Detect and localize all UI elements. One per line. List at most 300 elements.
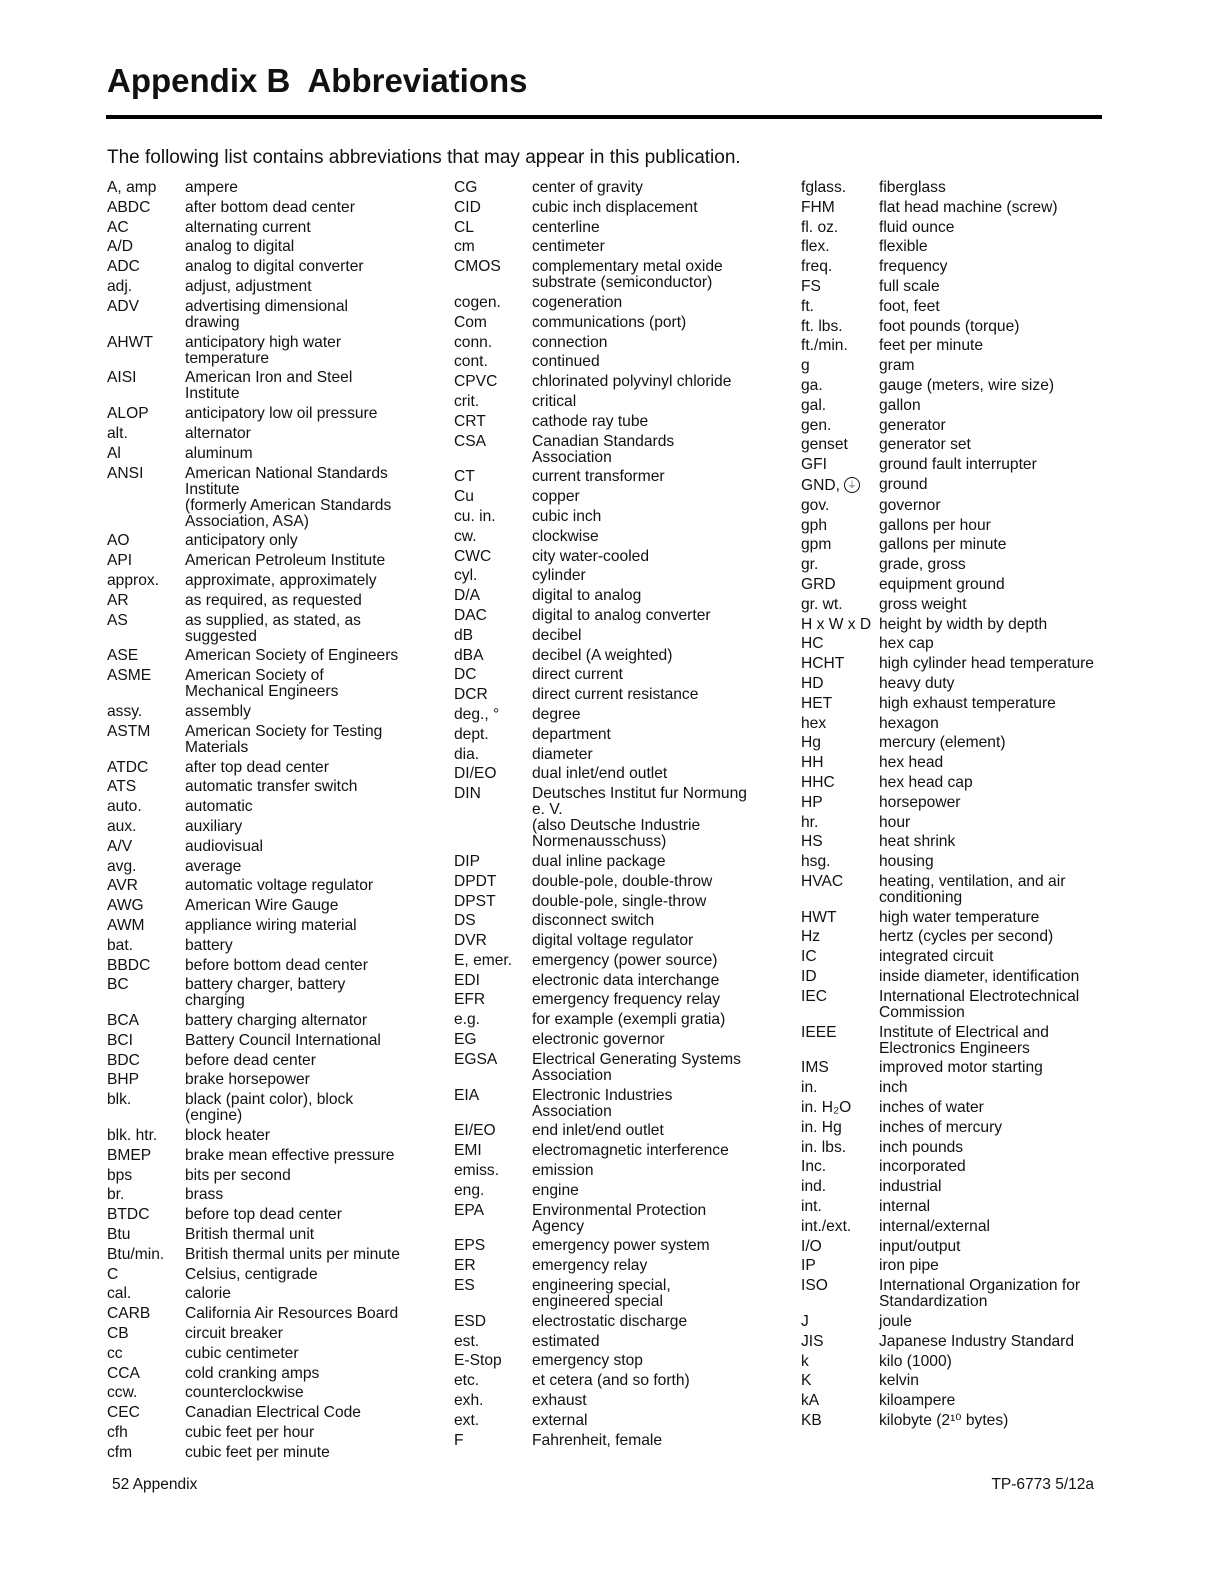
abbreviation-term: CG: [454, 179, 478, 196]
abbreviation-entry: [454, 667, 754, 683]
abbreviation-definition: battery charging alternator: [185, 1012, 368, 1030]
abbreviation-entry: [801, 676, 1101, 692]
abbreviation-definition: block heater: [185, 1127, 270, 1145]
abbreviation-term: HD: [801, 674, 824, 692]
abbreviation-definition: American Society of Engineers: [185, 647, 399, 665]
abbreviation-definition: analog to digital converter: [185, 258, 364, 276]
abbreviation-term: EMI: [454, 1142, 482, 1160]
abbreviation-definition: gallons per hour: [879, 516, 991, 534]
abbreviation-term: cw.: [454, 527, 477, 545]
abbreviation-term: IEEE: [801, 1023, 837, 1041]
abbreviation-term: ER: [454, 1257, 476, 1275]
abbreviation-entry: [107, 573, 407, 589]
abbreviation-definition: inch: [879, 1079, 908, 1097]
abbreviation-entry: [801, 755, 1101, 771]
abbreviation-entry: [454, 1032, 754, 1048]
abbreviation-entry: [454, 568, 754, 584]
abbreviation-term: in.: [801, 1079, 818, 1097]
abbreviation-definition: current transformer: [532, 468, 665, 486]
abbreviation-definition: hex head cap: [879, 773, 973, 791]
abbreviation-definition: before dead center: [185, 1051, 316, 1069]
abbreviation-term: hr.: [801, 813, 819, 831]
abbreviation-entry: [454, 259, 754, 291]
abbreviation-term: AC: [107, 218, 129, 236]
abbreviation-definition: cubic inch: [532, 507, 602, 525]
abbreviation-entry: [107, 878, 407, 894]
abbreviation-entry: [107, 593, 407, 609]
abbreviation-definition: heavy duty: [879, 674, 955, 692]
abbreviation-definition: et cetera (and so forth): [532, 1372, 690, 1390]
abbreviation-term: CPVC: [454, 373, 498, 391]
abbreviation-term: cc: [107, 1344, 123, 1362]
abbreviation-term: in. H₂O: [801, 1099, 852, 1117]
abbreviation-definition: kilo (1000): [879, 1352, 952, 1370]
abbreviation-term: ATDC: [107, 758, 149, 776]
abbreviation-entry: [107, 668, 407, 700]
abbreviation-term: gov.: [801, 496, 830, 514]
abbreviation-entry: [801, 358, 1101, 374]
abbreviation-definition: ground fault interrupter: [879, 456, 1037, 474]
abbreviation-column-3: [801, 180, 1101, 1433]
abbreviation-entry: [801, 1060, 1101, 1076]
abbreviation-entry: [454, 509, 754, 525]
abbreviation-entry: [454, 786, 754, 850]
abbreviation-entry: [107, 370, 407, 402]
abbreviation-entry: [801, 338, 1101, 354]
abbreviation-entry: [107, 1227, 407, 1243]
abbreviation-term: gr.: [801, 556, 819, 574]
abbreviation-definition: input/output: [879, 1237, 961, 1255]
abbreviation-term: FS: [801, 277, 821, 295]
abbreviation-entry: [107, 1033, 407, 1049]
abbreviation-definition: governor: [879, 496, 941, 514]
abbreviation-term: HET: [801, 694, 833, 712]
abbreviation-definition: department: [532, 725, 611, 743]
abbreviation-entry: [801, 949, 1101, 965]
abbreviation-definition: Canadian Electrical Code: [185, 1404, 361, 1422]
abbreviation-term: HS: [801, 833, 823, 851]
abbreviation-term: DI/EO: [454, 765, 497, 783]
abbreviation-entry: [801, 239, 1101, 255]
abbreviation-term: AWG: [107, 897, 144, 915]
abbreviation-term: Btu/min.: [107, 1245, 165, 1263]
abbreviation-definition: American Society of Mechanical Engineers: [185, 667, 339, 701]
abbreviation-definition: anticipatory low oil pressure: [185, 405, 378, 423]
abbreviation-entry: [454, 529, 754, 545]
abbreviation-definition: inches of mercury: [879, 1118, 1003, 1136]
abbreviation-definition: British thermal unit: [185, 1226, 315, 1244]
abbreviation-term: ASE: [107, 647, 139, 665]
abbreviation-entry: [801, 989, 1101, 1021]
abbreviation-definition: double-pole, single-throw: [532, 892, 707, 910]
abbreviation-term: CCA: [107, 1364, 140, 1382]
abbreviation-term: DVR: [454, 932, 487, 950]
abbreviation-definition: chlorinated polyvinyl chloride: [532, 373, 732, 391]
abbreviation-definition: emergency power system: [532, 1237, 710, 1255]
abbreviation-definition: battery charger, battery charging: [185, 976, 346, 1010]
abbreviation-term: cyl.: [454, 567, 478, 585]
abbreviation-entry: [454, 1238, 754, 1254]
abbreviation-term: cal.: [107, 1285, 132, 1303]
abbreviation-definition: kiloampere: [879, 1392, 956, 1410]
abbreviation-definition: American Wire Gauge: [185, 897, 339, 915]
abbreviation-entry: [107, 1247, 407, 1263]
abbreviation-term: E-Stop: [454, 1352, 502, 1370]
abbreviation-term: ABDC: [107, 198, 151, 216]
abbreviation-term: dia.: [454, 745, 480, 763]
abbreviation-term: alt.: [107, 424, 128, 442]
abbreviation-definition: inside diameter, identification: [879, 968, 1080, 986]
abbreviation-definition: digital to analog converter: [532, 606, 711, 624]
abbreviation-term: CL: [454, 218, 474, 236]
abbreviation-term: IEC: [801, 987, 827, 1005]
abbreviation-definition: auxiliary: [185, 817, 243, 835]
abbreviation-term: AVR: [107, 877, 138, 895]
abbreviation-term: EDI: [454, 971, 480, 989]
abbreviation-definition: circuit breaker: [185, 1325, 283, 1343]
abbreviation-term: auto.: [107, 798, 142, 816]
abbreviation-definition: flexible: [879, 238, 928, 256]
abbreviation-term: blk. htr.: [107, 1127, 158, 1145]
abbreviation-entry: [801, 1140, 1101, 1156]
abbreviation-definition: American Iron and Steel Institute: [185, 369, 353, 403]
abbreviation-definition: iron pipe: [879, 1257, 939, 1275]
abbreviation-definition: hex head: [879, 754, 944, 772]
abbreviation-definition: automatic: [185, 798, 253, 816]
abbreviation-entry: [107, 1445, 407, 1461]
abbreviation-definition: ground: [879, 475, 928, 493]
abbreviation-term: cogen.: [454, 293, 501, 311]
abbreviation-definition: before bottom dead center: [185, 956, 368, 974]
abbreviation-term: IC: [801, 948, 817, 966]
abbreviation-term: KB: [801, 1412, 822, 1430]
abbreviation-definition: Electrical Generating Systems Association: [532, 1050, 741, 1084]
abbreviation-entry: [454, 180, 754, 196]
abbreviation-entry: [454, 489, 754, 505]
abbreviation-entry: [801, 1314, 1101, 1330]
abbreviation-term: deg., °: [454, 705, 500, 723]
abbreviation-term: dBA: [454, 646, 484, 664]
abbreviation-definition: inches of water: [879, 1099, 984, 1117]
abbreviation-term: emiss.: [454, 1162, 500, 1180]
abbreviation-entry: [801, 557, 1101, 573]
abbreviation-definition: cylinder: [532, 567, 586, 585]
abbreviation-definition: fluid ounce: [879, 218, 955, 236]
abbreviation-definition: engineering special, engineered special: [532, 1277, 671, 1311]
abbreviation-entry: [107, 1405, 407, 1421]
abbreviation-definition: internal: [879, 1198, 931, 1216]
abbreviation-term: DPDT: [454, 872, 497, 890]
abbreviation-term: gph: [801, 516, 828, 534]
abbreviation-definition: communications (port): [532, 313, 687, 331]
abbreviation-definition: continued: [532, 353, 600, 371]
abbreviation-term: IMS: [801, 1059, 829, 1077]
abbreviation-term: A/D: [107, 238, 133, 256]
abbreviation-definition: improved motor starting: [879, 1059, 1043, 1077]
abbreviation-entry: [454, 374, 754, 390]
abbreviation-definition: aluminum: [185, 444, 253, 462]
abbreviation-entry: [801, 815, 1101, 831]
abbreviation-definition: gram: [879, 357, 915, 375]
abbreviation-entry: [454, 1163, 754, 1179]
abbreviation-definition: Environmental Protection Agency: [532, 1201, 707, 1235]
abbreviation-term: ft. lbs.: [801, 317, 843, 335]
abbreviation-entry: [454, 1258, 754, 1274]
abbreviation-entry: [801, 696, 1101, 712]
abbreviation-term: bat.: [107, 936, 134, 954]
abbreviation-definition: average: [185, 857, 242, 875]
abbreviation-term: approx.: [107, 571, 160, 589]
abbreviation-term: kA: [801, 1392, 820, 1410]
abbreviation-entry: [801, 617, 1101, 633]
abbreviation-definition: high exhaust temperature: [879, 694, 1056, 712]
abbreviation-term: GFI: [801, 456, 827, 474]
abbreviation-term: HCHT: [801, 655, 845, 673]
abbreviation-definition: brake horsepower: [185, 1071, 310, 1089]
abbreviation-definition: height by width by depth: [879, 615, 1048, 633]
abbreviation-term: I/O: [801, 1237, 822, 1255]
abbreviation-definition: cogeneration: [532, 293, 623, 311]
abbreviation-entry: [801, 1334, 1101, 1350]
abbreviation-entry: [454, 220, 754, 236]
abbreviation-entry: [454, 747, 754, 763]
abbreviation-entry: [801, 1239, 1101, 1255]
abbreviation-definition: kilobyte (2¹⁰ bytes): [879, 1412, 1009, 1430]
abbreviation-definition: approximate, approximately: [185, 571, 377, 589]
abbreviation-entry: [801, 1080, 1101, 1096]
abbreviation-term: CWC: [454, 547, 492, 565]
abbreviation-entry: [801, 518, 1101, 534]
abbreviation-entry: [107, 239, 407, 255]
abbreviation-definition: emergency frequency relay: [532, 991, 721, 1009]
abbreviation-term: CSA: [454, 432, 487, 450]
abbreviation-entry: [801, 1413, 1101, 1429]
abbreviation-definition: copper: [532, 488, 580, 506]
abbreviation-definition: bits per second: [185, 1166, 291, 1184]
abbreviation-entry: [107, 1168, 407, 1184]
abbreviation-definition: hexagon: [879, 714, 939, 732]
abbreviation-entry: [454, 1433, 754, 1449]
abbreviation-entry: [801, 457, 1101, 473]
abbreviation-definition: analog to digital: [185, 238, 295, 256]
intro-text: The following list contains abbreviations that may appear in this publication.: [107, 147, 741, 168]
abbreviation-term: AO: [107, 532, 130, 550]
abbreviation-entry: [107, 1207, 407, 1223]
abbreviation-definition: digital to analog: [532, 587, 642, 605]
abbreviation-entry: [454, 315, 754, 331]
abbreviation-term: HP: [801, 793, 823, 811]
abbreviation-term: CB: [107, 1325, 129, 1343]
abbreviation-entry: [107, 446, 407, 462]
abbreviation-entry: [801, 180, 1101, 196]
abbreviation-term: blk.: [107, 1091, 132, 1109]
abbreviation-entry: [107, 977, 407, 1009]
abbreviation-definition: California Air Resources Board: [185, 1305, 399, 1323]
abbreviation-entry: [107, 1306, 407, 1322]
abbreviation-definition: direct current: [532, 666, 623, 684]
abbreviation-term: BDC: [107, 1051, 140, 1069]
abbreviation-definition: automatic transfer switch: [185, 778, 358, 796]
abbreviation-definition: dual inline package: [532, 852, 666, 870]
abbreviation-entry: [107, 958, 407, 974]
abbreviation-term: aux.: [107, 817, 137, 835]
abbreviation-definition: frequency: [879, 258, 948, 276]
abbreviation-entry: [454, 913, 754, 929]
abbreviation-definition: cubic centimeter: [185, 1344, 299, 1362]
abbreviation-entry: [801, 220, 1101, 236]
abbreviation-term: DS: [454, 912, 476, 930]
abbreviation-definition: emergency stop: [532, 1352, 643, 1370]
abbreviation-term: CRT: [454, 412, 486, 430]
abbreviation-entry: [454, 1413, 754, 1429]
abbreviation-definition: adjust, adjustment: [185, 277, 312, 295]
abbreviation-entry: [454, 335, 754, 351]
abbreviation-entry: [801, 477, 1101, 494]
abbreviation-definition: integrated circuit: [879, 948, 994, 966]
abbreviation-entry: [801, 398, 1101, 414]
abbreviation-term: Hg: [801, 734, 821, 752]
abbreviation-definition: center of gravity: [532, 179, 643, 196]
abbreviation-definition: high cylinder head temperature: [879, 655, 1094, 673]
abbreviation-definition: gallons per minute: [879, 536, 1007, 554]
abbreviation-definition: joule: [879, 1313, 912, 1331]
abbreviation-term: DAC: [454, 606, 487, 624]
abbreviation-column-2: [454, 180, 754, 1452]
abbreviation-definition: inch pounds: [879, 1138, 964, 1156]
abbreviation-entry: [107, 859, 407, 875]
abbreviation-entry: [107, 704, 407, 720]
abbreviation-definition: International Organization for Standardization: [879, 1277, 1081, 1311]
abbreviation-entry: [801, 279, 1101, 295]
abbreviation-term: HC: [801, 635, 824, 653]
abbreviation-definition: brass: [185, 1186, 224, 1204]
abbreviation-entry: [454, 933, 754, 949]
abbreviation-definition: automatic voltage regulator: [185, 877, 374, 895]
abbreviation-entry: [107, 918, 407, 934]
abbreviation-entry: [107, 938, 407, 954]
abbreviation-definition: electromagnetic interference: [532, 1142, 729, 1160]
abbreviation-entry: [107, 779, 407, 795]
abbreviation-term: ASME: [107, 667, 152, 685]
abbreviation-term: ind.: [801, 1178, 827, 1196]
abbreviation-definition: gauge (meters, wire size): [879, 376, 1055, 394]
abbreviation-term: assy.: [107, 702, 143, 720]
abbreviation-entry: [801, 1354, 1101, 1370]
abbreviation-definition: Canadian Standards Association: [532, 432, 675, 466]
abbreviation-term: DIN: [454, 785, 481, 803]
abbreviation-definition: electronic data interchange: [532, 971, 720, 989]
abbreviation-entry: [454, 1373, 754, 1389]
abbreviation-entry: [107, 613, 407, 645]
abbreviation-term: J: [801, 1313, 809, 1331]
abbreviation-term: EFR: [454, 991, 486, 1009]
abbreviation-term: ANSI: [107, 464, 144, 482]
abbreviation-definition: industrial: [879, 1178, 942, 1196]
abbreviation-definition: hour: [879, 813, 911, 831]
abbreviation-term: bps: [107, 1166, 133, 1184]
abbreviation-definition: American National Standards Institute (formerly American Standards Association, ASA): [185, 464, 392, 530]
abbreviation-definition: generator: [879, 416, 946, 434]
abbreviation-term: gen.: [801, 416, 832, 434]
abbreviation-term: CMOS: [454, 258, 501, 276]
abbreviation-term: BTDC: [107, 1206, 150, 1224]
abbreviation-definition: alternating current: [185, 218, 311, 236]
abbreviation-definition: foot, feet: [879, 297, 940, 315]
abbreviation-entry: [107, 220, 407, 236]
abbreviation-entry: [107, 259, 407, 275]
abbreviation-definition: emergency relay: [532, 1257, 648, 1275]
abbreviation-term: Inc.: [801, 1158, 827, 1176]
abbreviation-definition: Celsius, centigrade: [185, 1265, 318, 1283]
abbreviation-term: IP: [801, 1257, 816, 1275]
abbreviation-entry: [801, 1219, 1101, 1235]
abbreviation-definition: foot pounds (torque): [879, 317, 1020, 335]
abbreviation-definition: Electronic Industries Association: [532, 1086, 673, 1120]
abbreviation-entry: [801, 259, 1101, 275]
abbreviation-entry: [107, 553, 407, 569]
abbreviation-term: in. lbs.: [801, 1138, 847, 1156]
abbreviation-term: fl. oz.: [801, 218, 839, 236]
abbreviation-entry: [801, 1258, 1101, 1274]
abbreviation-entry: [801, 1025, 1101, 1057]
abbreviation-term: int.: [801, 1198, 822, 1216]
abbreviation-definition: cubic feet per hour: [185, 1424, 315, 1442]
abbreviation-definition: mercury (element): [879, 734, 1006, 752]
abbreviation-definition: as supplied, as stated, as suggested: [185, 611, 361, 645]
abbreviation-entry: [801, 969, 1101, 985]
abbreviation-entry: [454, 469, 754, 485]
abbreviation-entry: [454, 588, 754, 604]
abbreviation-definition: kelvin: [879, 1372, 919, 1390]
abbreviation-term: EGSA: [454, 1050, 498, 1068]
abbreviation-definition: ampere: [185, 179, 238, 196]
abbreviation-entry: [454, 1353, 754, 1369]
abbreviation-term: BMEP: [107, 1146, 152, 1164]
abbreviation-definition: diameter: [532, 745, 593, 763]
abbreviation-entry: [801, 577, 1101, 593]
abbreviation-term: DPST: [454, 892, 496, 910]
abbreviation-definition: housing: [879, 853, 934, 871]
abbreviation-entry: [107, 533, 407, 549]
abbreviation-term: cm: [454, 238, 475, 256]
abbreviation-term: Al: [107, 444, 121, 462]
abbreviation-definition: British thermal units per minute: [185, 1245, 400, 1263]
abbreviation-entry: [801, 1393, 1101, 1409]
abbreviation-definition: calorie: [185, 1285, 231, 1303]
abbreviation-term: HVAC: [801, 872, 844, 890]
abbreviation-entry: [107, 1286, 407, 1302]
abbreviation-entry: [454, 1123, 754, 1139]
abbreviation-term: AHWT: [107, 333, 153, 351]
abbreviation-term: Cu: [454, 488, 474, 506]
abbreviation-term: ID: [801, 968, 817, 986]
abbreviation-term: adj.: [107, 277, 133, 295]
abbreviation-definition: decibel (A weighted): [532, 646, 673, 664]
abbreviation-term: HHC: [801, 773, 835, 791]
abbreviation-entry: [107, 1187, 407, 1203]
abbreviation-term: D/A: [454, 587, 480, 605]
abbreviation-entry: [107, 180, 407, 196]
abbreviation-entry: [454, 608, 754, 624]
abbreviation-definition: high water temperature: [879, 908, 1040, 926]
abbreviation-definition: hertz (cycles per second): [879, 928, 1054, 946]
abbreviation-definition: end inlet/end outlet: [532, 1122, 664, 1140]
abbreviation-term: ga.: [801, 376, 823, 394]
abbreviation-term: C: [107, 1265, 119, 1283]
abbreviation-term: EI/EO: [454, 1122, 496, 1140]
abbreviation-term: ADV: [107, 297, 140, 315]
abbreviation-definition: cathode ray tube: [532, 412, 649, 430]
